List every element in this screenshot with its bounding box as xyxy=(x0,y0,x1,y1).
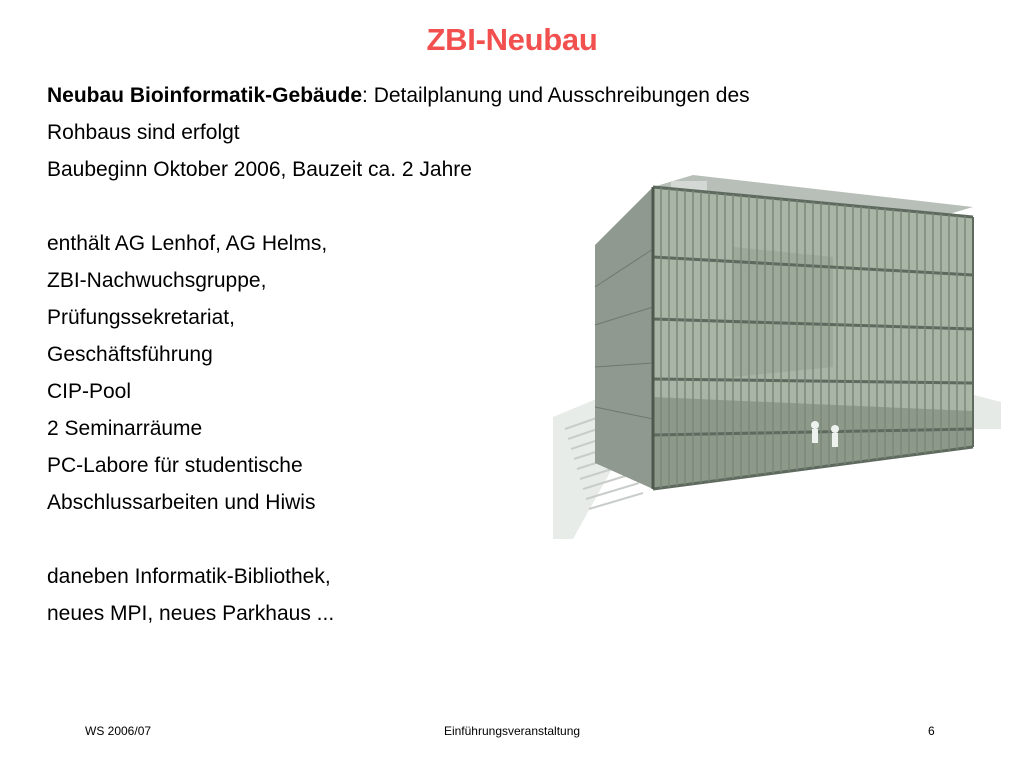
footer-page-number: 6 xyxy=(928,724,935,738)
body-line: ZBI-Nachwuchsgruppe, xyxy=(47,269,267,292)
body-line: 2 Seminarräume xyxy=(47,417,203,440)
footer-event: Einführungsveranstaltung xyxy=(443,724,581,738)
body-line: Prüfungssekretariat, xyxy=(47,306,235,329)
body-line: Abschlussarbeiten und Hiwis xyxy=(47,491,316,514)
footer-semester: WS 2006/07 xyxy=(85,724,152,738)
building-rendering xyxy=(553,167,1001,539)
body-line: Rohbaus sind erfolgt xyxy=(47,121,240,144)
intro-bold: Neubau Bioinformatik-Gebäude xyxy=(47,84,363,107)
body-line: Geschäftsführung xyxy=(47,343,213,366)
intro-rest: : Detailplanung und Ausschreibungen des xyxy=(362,84,750,107)
intro-line xyxy=(47,77,927,114)
body-line: neues MPI, neues Parkhaus ... xyxy=(47,602,335,625)
body-line: daneben Informatik-Bibliothek, xyxy=(47,565,331,588)
body-line: enthält AG Lenhof, AG Helms, xyxy=(47,232,328,255)
body-line: CIP-Pool xyxy=(47,380,132,403)
body-line: Baubeginn Oktober 2006, Bauzeit ca. 2 Jahre xyxy=(47,158,472,181)
building-illustration xyxy=(553,167,1001,539)
slide-title: ZBI-Neubau xyxy=(426,22,598,57)
body-line: PC-Labore für studentische xyxy=(47,454,303,477)
